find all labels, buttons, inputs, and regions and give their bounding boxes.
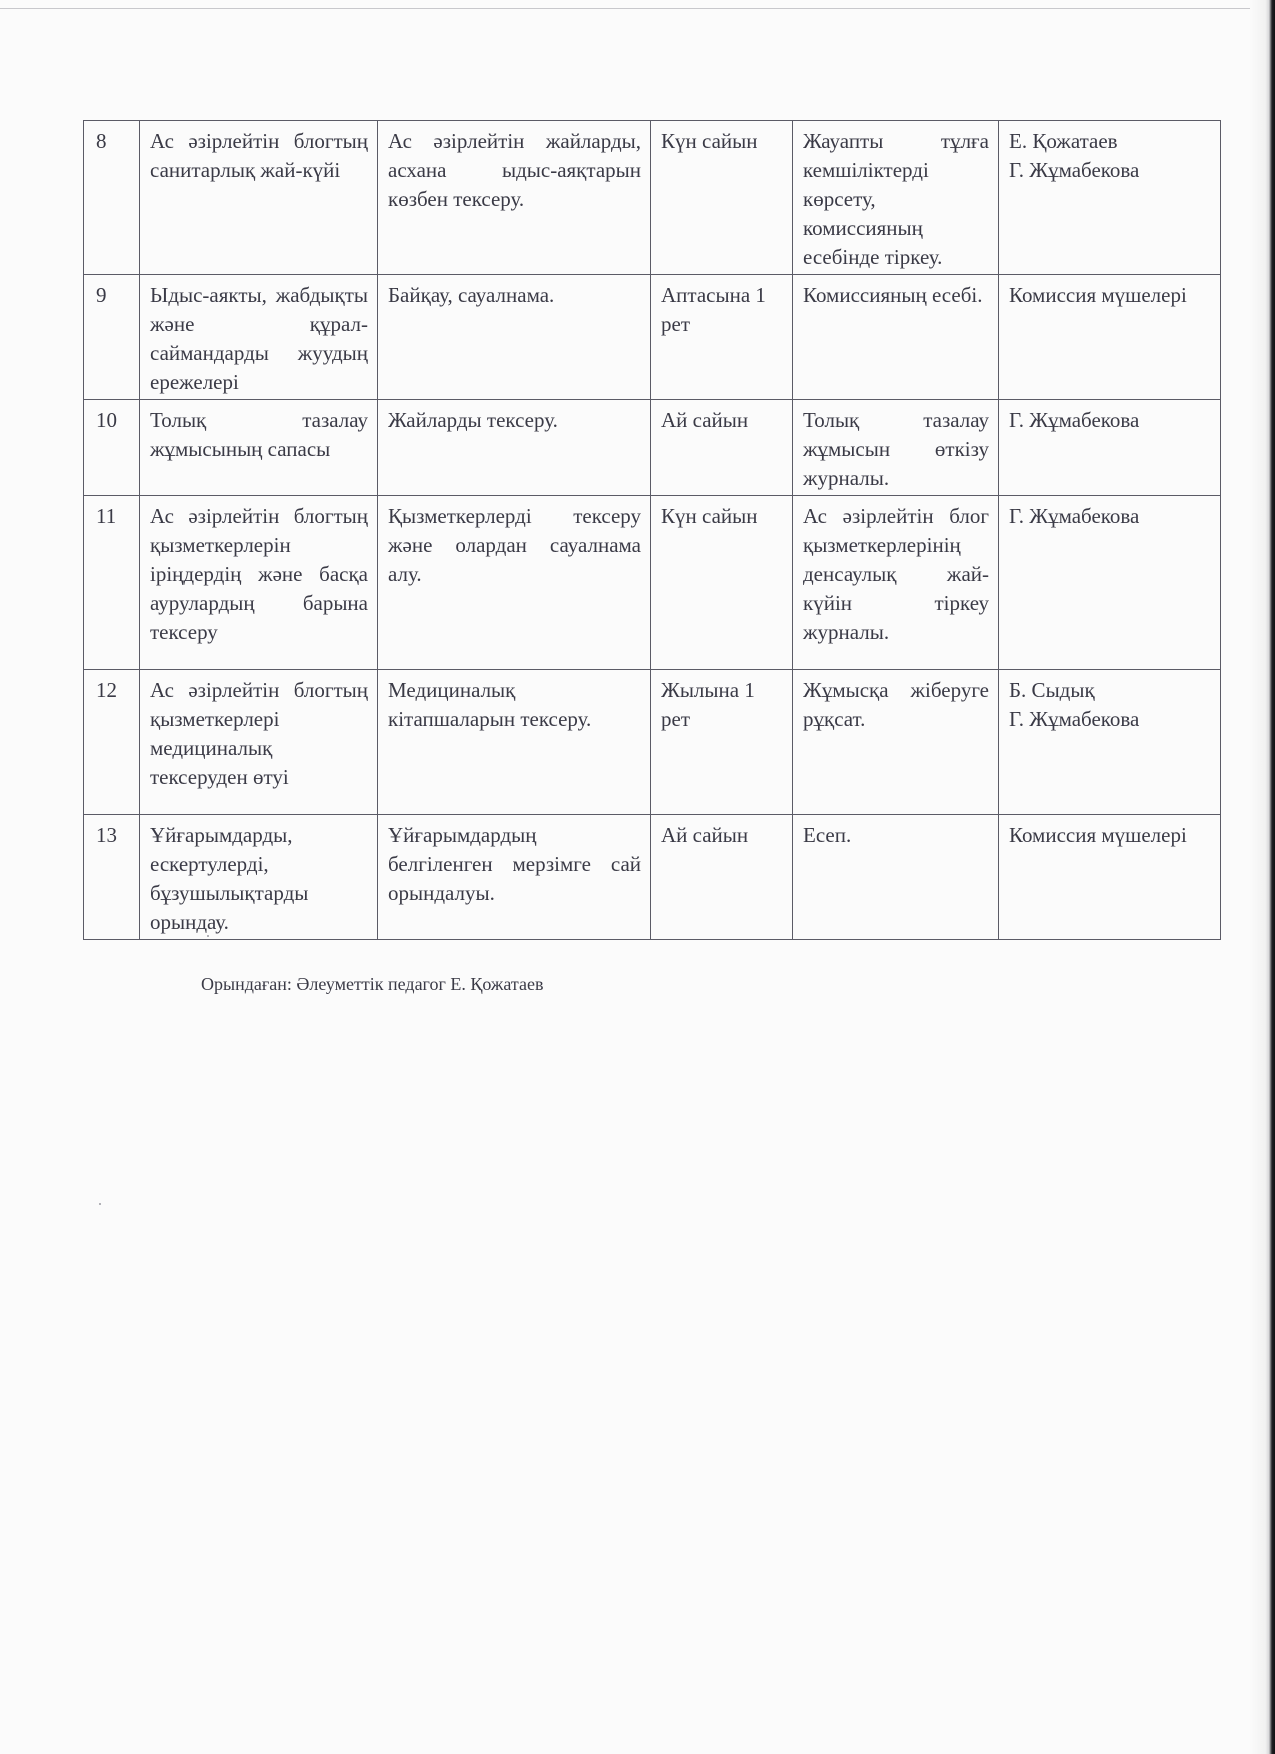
result-cell: Жауапты тұлға кемшіліктерді көрсету, комиссияның есебінде тіркеу. [793,121,999,275]
responsible-cell: Комиссия мүшелері [999,815,1221,940]
frequency-cell: Ай сайын [651,400,793,496]
control-object-cell: Толық тазалау жұмысының сапасы [140,400,378,496]
control-object-cell: Ыдыс-аякты, жабдықты және құрал-саймандарды жуудың ережелері [140,275,378,400]
scan-edge-line [0,8,1250,9]
responsible-cell: Е. Қожатаев Г. Жұмабекова [999,121,1221,275]
frequency-cell: Ай сайын [651,815,793,940]
row-number: 11 [84,496,140,670]
responsible-cell: Г. Жұмабекова [999,400,1221,496]
table-row [84,400,1221,496]
row-number: 10 [84,400,140,496]
control-object-cell: Ас әзірлейтін блогтың қызметкерлері медициналық тексеруден өтуі [140,670,378,815]
control-object-cell: Ас әзірлейтін блогтың қызметкерлерін іріңдердің және басқа аурулардың барына тексеру [140,496,378,670]
control-method-cell: Медициналық кітапшаларын тексеру. [378,670,651,815]
responsible-cell: Комиссия мүшелері [999,275,1221,400]
row-number: 8 [84,121,140,275]
result-cell: Жұмысқа жіберуге рұқсат. [793,670,999,815]
result-cell: Есеп. [793,815,999,940]
control-method-cell: Жайларды тексеру. [378,400,651,496]
frequency-cell: Аптасына 1 рет [651,275,793,400]
prepared-by-signature: Орындаған: Әлеуметтік педагог Е. Қожатаев [201,974,544,994]
scan-speck [99,1203,101,1205]
control-object-cell: Ас әзірлейтін блогтың санитарлық жай-күйі [140,121,378,275]
control-method-cell: Ас әзірлейтін жайларды, асхана ыдыс-аяқтарын көзбен тексеру. [378,121,651,275]
frequency-cell: Күн сайын [651,121,793,275]
result-cell: Толық тазалау жұмысын өткізу журналы. [793,400,999,496]
control-method-cell: Ұйғарымдардың белгіленген мерзімге сай орындалуы. [378,815,651,940]
scan-shadow [1249,0,1265,1754]
table-row [84,121,1221,275]
responsible-cell: Б. Сыдық Г. Жұмабекова [999,670,1221,815]
row-number: 12 [84,670,140,815]
scan-right-edge [1265,0,1275,1754]
row-number: 13 [84,815,140,940]
control-method-cell: Байқау, сауалнама. [378,275,651,400]
control-method-cell: Қызметкерлерді тексеру және олардан сауалнама алу. [378,496,651,670]
result-cell: Ас әзірлейтін блог қызметкерлерінің денсаулық жай-күйін тіркеу журналы. [793,496,999,670]
table-row [84,275,1221,400]
frequency-cell: Күн сайын [651,496,793,670]
frequency-cell: Жылына 1 рет [651,670,793,815]
row-number: 9 [84,275,140,400]
table-row [84,815,1221,940]
table-row [84,496,1221,670]
responsible-cell: Г. Жұмабекова [999,496,1221,670]
control-object-cell: Ұйғарымдарды, ескертулерді, бұзушылықтарды орындау. [140,815,378,940]
table-row [84,670,1221,815]
result-cell: Комиссияның есебі. [793,275,999,400]
control-plan-table [83,120,1221,940]
